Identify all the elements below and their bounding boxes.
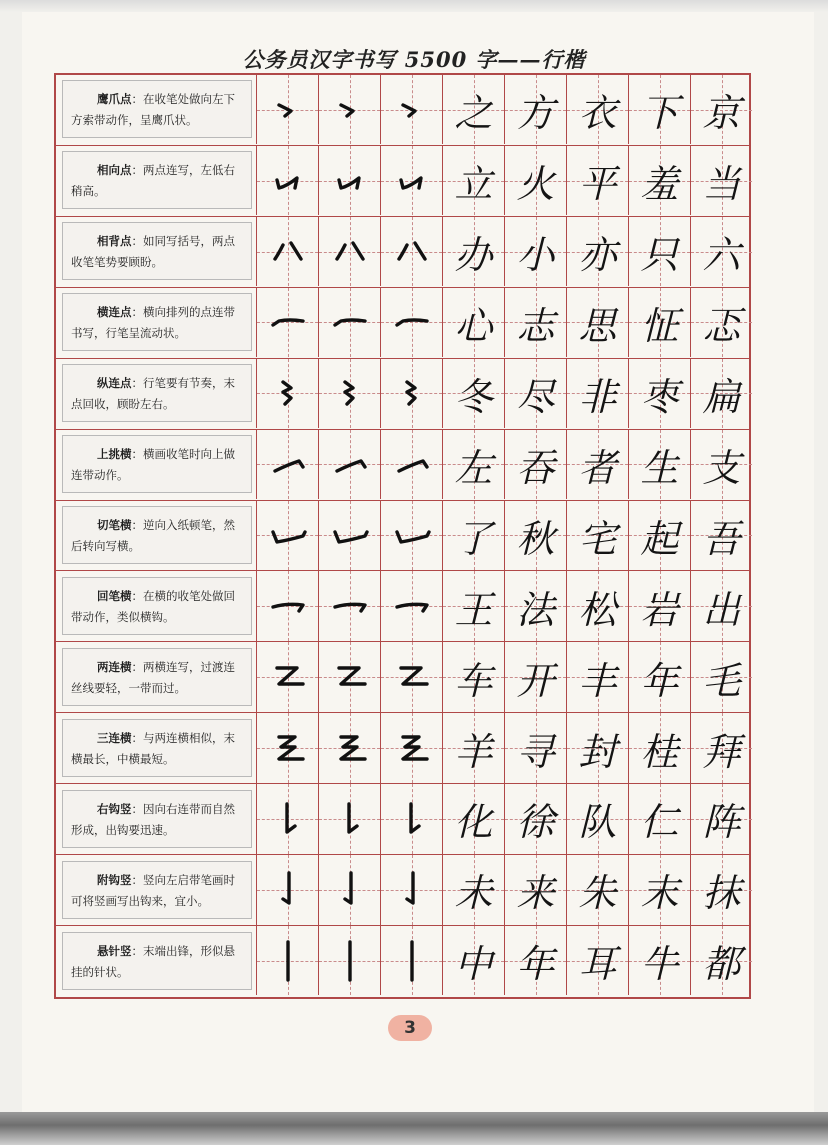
example-character-cell bbox=[628, 855, 690, 924]
stroke-explanation: ：横向排列的点连带书写，行笔呈流动状。 bbox=[71, 305, 235, 341]
stroke-example-cell bbox=[318, 288, 380, 357]
example-character: 下 bbox=[640, 91, 679, 136]
practice-row bbox=[56, 217, 749, 288]
stroke-description bbox=[62, 790, 252, 848]
stroke-name: 附钩竖 bbox=[97, 872, 132, 887]
hawk-claw-dot-icon bbox=[381, 75, 442, 144]
example-character: 衣 bbox=[578, 91, 617, 136]
back-to-back-dots-icon bbox=[381, 217, 442, 286]
stroke-explanation: ：在横的收笔处做回带动作，类似横钩。 bbox=[71, 588, 235, 624]
example-character: 朱 bbox=[578, 871, 617, 916]
example-character: 吾 bbox=[702, 516, 741, 561]
stroke-example-cell bbox=[318, 75, 380, 144]
example-character-cell bbox=[690, 642, 752, 711]
example-character: 羞 bbox=[640, 162, 679, 207]
example-character: 枣 bbox=[640, 374, 679, 419]
example-character: 车 bbox=[454, 658, 493, 703]
return-brush-horizontal-icon bbox=[319, 571, 380, 640]
example-character-cell bbox=[442, 784, 504, 853]
stroke-name: 三连横 bbox=[97, 730, 132, 745]
stroke-example-cell bbox=[380, 855, 442, 924]
stroke-example-cell bbox=[380, 501, 442, 570]
example-character-cell bbox=[628, 926, 690, 995]
right-hook-vertical-icon bbox=[381, 784, 442, 853]
stroke-example-cell bbox=[318, 571, 380, 640]
example-character-cell bbox=[690, 855, 752, 924]
horizontal-linked-dots-icon bbox=[381, 288, 442, 357]
stroke-explanation: ：与两连横相似，末横最长，中横最短。 bbox=[71, 730, 235, 766]
example-character: 化 bbox=[454, 800, 493, 845]
hawk-claw-dot-icon bbox=[257, 75, 318, 144]
page-top-edge bbox=[0, 0, 828, 12]
example-character-cell bbox=[442, 642, 504, 711]
example-character-cell bbox=[566, 571, 628, 640]
facing-dots-icon bbox=[381, 146, 442, 215]
example-character-cell bbox=[566, 359, 628, 428]
stroke-example-cell bbox=[380, 430, 442, 499]
example-character: 尽 bbox=[516, 374, 555, 419]
practice-row bbox=[56, 288, 749, 359]
stroke-example-cell bbox=[256, 217, 318, 286]
practice-row bbox=[56, 784, 749, 855]
stroke-example-cell bbox=[380, 146, 442, 215]
example-character-cell bbox=[442, 146, 504, 215]
example-character-cell bbox=[442, 855, 504, 924]
stroke-example-cell bbox=[256, 926, 318, 995]
example-character-cell bbox=[442, 430, 504, 499]
stroke-name: 右钩竖 bbox=[97, 801, 132, 816]
example-character-cell bbox=[442, 713, 504, 782]
example-character-cell bbox=[504, 501, 566, 570]
stroke-description bbox=[62, 932, 252, 990]
example-character: 中 bbox=[454, 942, 493, 987]
example-character-cell bbox=[628, 430, 690, 499]
example-character: 都 bbox=[702, 942, 741, 987]
example-character: 志 bbox=[516, 303, 555, 348]
example-character-cell bbox=[566, 288, 628, 357]
example-character-cell bbox=[442, 288, 504, 357]
example-character-cell bbox=[628, 359, 690, 428]
example-character: 开 bbox=[516, 658, 555, 703]
example-character: 法 bbox=[516, 587, 555, 632]
back-to-back-dots-icon bbox=[257, 217, 318, 286]
two-linked-horizontals-icon bbox=[319, 642, 380, 711]
example-character-cell bbox=[690, 926, 752, 995]
example-character: 拜 bbox=[702, 729, 741, 774]
stroke-example-cell bbox=[256, 642, 318, 711]
stroke-name: 鹰爪点 bbox=[97, 92, 132, 107]
stroke-explanation: ：两点连写，左低右稍高。 bbox=[71, 163, 235, 199]
stroke-name: 上挑横 bbox=[97, 447, 132, 462]
stroke-name: 切笔横 bbox=[97, 517, 132, 532]
back-to-back-dots-icon bbox=[319, 217, 380, 286]
stroke-description bbox=[62, 293, 252, 351]
example-character: 起 bbox=[640, 516, 679, 561]
stroke-name: 悬针竖 bbox=[97, 943, 132, 958]
example-character: 平 bbox=[578, 162, 617, 207]
stroke-explanation: ：在收笔处做向左下方索带动作，呈鹰爪状。 bbox=[71, 92, 235, 128]
example-character: 松 bbox=[578, 587, 617, 632]
stroke-example-cell bbox=[380, 359, 442, 428]
example-character-cell bbox=[566, 501, 628, 570]
stroke-example-cell bbox=[256, 75, 318, 144]
example-character-cell bbox=[442, 571, 504, 640]
practice-row bbox=[56, 571, 749, 642]
example-character-cell bbox=[504, 713, 566, 782]
example-character-cell bbox=[504, 926, 566, 995]
practice-row bbox=[56, 926, 749, 997]
example-character-cell bbox=[628, 713, 690, 782]
example-character: 毛 bbox=[702, 658, 741, 703]
example-character-cell bbox=[566, 642, 628, 711]
stroke-description bbox=[62, 648, 252, 706]
stroke-description bbox=[62, 719, 252, 777]
example-character-cell bbox=[628, 501, 690, 570]
example-character: 末 bbox=[640, 871, 679, 916]
example-character-cell bbox=[628, 217, 690, 286]
example-character: 非 bbox=[578, 374, 617, 419]
example-character: 方 bbox=[516, 91, 555, 136]
stroke-explanation: ：行笔要有节奏，末点回收，顾盼左右。 bbox=[71, 376, 235, 412]
example-character: 队 bbox=[578, 800, 617, 845]
vertical-linked-dots-icon bbox=[319, 359, 380, 428]
example-character-cell bbox=[690, 146, 752, 215]
example-character: 亦 bbox=[578, 233, 617, 278]
example-character-cell bbox=[690, 217, 752, 286]
example-character-cell bbox=[628, 784, 690, 853]
example-character: 抹 bbox=[702, 871, 741, 916]
example-character: 扁 bbox=[702, 374, 741, 419]
stroke-example-cell bbox=[380, 713, 442, 782]
example-character-cell bbox=[504, 359, 566, 428]
example-character-cell bbox=[690, 784, 752, 853]
example-character: 当 bbox=[702, 162, 741, 207]
practice-row bbox=[56, 713, 749, 784]
stroke-example-cell bbox=[256, 501, 318, 570]
cut-brush-horizontal-icon bbox=[257, 501, 318, 570]
example-character: 年 bbox=[640, 658, 679, 703]
example-character-cell bbox=[690, 288, 752, 357]
attached-hook-vertical-icon bbox=[319, 855, 380, 924]
stroke-explanation: ：如同写括号，两点收笔笔势要顾盼。 bbox=[71, 234, 235, 270]
right-hook-vertical-icon bbox=[319, 784, 380, 853]
example-character: 之 bbox=[454, 91, 493, 136]
example-character: 吞 bbox=[516, 445, 555, 490]
horizontal-linked-dots-icon bbox=[257, 288, 318, 357]
practice-row bbox=[56, 146, 749, 217]
example-character-cell bbox=[504, 288, 566, 357]
return-brush-horizontal-icon bbox=[257, 571, 318, 640]
example-character: 生 bbox=[640, 445, 679, 490]
example-character-cell bbox=[504, 571, 566, 640]
suspended-needle-vertical-icon bbox=[381, 926, 442, 995]
example-character-cell bbox=[504, 75, 566, 144]
stroke-example-cell bbox=[256, 288, 318, 357]
stroke-description bbox=[62, 861, 252, 919]
practice-row bbox=[56, 359, 749, 430]
example-character-cell bbox=[566, 217, 628, 286]
stroke-name: 纵连点 bbox=[97, 376, 132, 391]
example-character: 岩 bbox=[640, 587, 679, 632]
example-character-cell bbox=[504, 430, 566, 499]
stroke-example-cell bbox=[256, 571, 318, 640]
hawk-claw-dot-icon bbox=[319, 75, 380, 144]
example-character: 办 bbox=[454, 233, 493, 278]
vertical-linked-dots-icon bbox=[257, 359, 318, 428]
example-character-cell bbox=[442, 75, 504, 144]
example-character-cell bbox=[690, 501, 752, 570]
example-character: 京 bbox=[702, 91, 741, 136]
example-character-cell bbox=[690, 430, 752, 499]
suspended-needle-vertical-icon bbox=[257, 926, 318, 995]
stroke-explanation: ：因向右连带而自然形成，出钩要迅速。 bbox=[71, 801, 235, 837]
example-character-cell bbox=[566, 926, 628, 995]
stroke-example-cell bbox=[318, 146, 380, 215]
example-character: 冬 bbox=[454, 374, 493, 419]
example-character-cell bbox=[566, 855, 628, 924]
example-character-cell bbox=[628, 571, 690, 640]
stroke-description bbox=[62, 577, 252, 635]
example-character: 小 bbox=[516, 233, 555, 278]
example-character-cell bbox=[566, 713, 628, 782]
example-character: 忑 bbox=[702, 303, 741, 348]
example-character-cell bbox=[628, 75, 690, 144]
upward-flick-horizontal-icon bbox=[381, 430, 442, 499]
example-character: 了 bbox=[454, 516, 493, 561]
stroke-name: 相背点 bbox=[97, 234, 132, 249]
example-character: 秋 bbox=[516, 516, 555, 561]
facing-dots-icon bbox=[257, 146, 318, 215]
vertical-linked-dots-icon bbox=[381, 359, 442, 428]
attached-hook-vertical-icon bbox=[257, 855, 318, 924]
example-character-cell bbox=[504, 217, 566, 286]
stroke-example-cell bbox=[380, 217, 442, 286]
stroke-example-cell bbox=[380, 926, 442, 995]
stroke-example-cell bbox=[380, 571, 442, 640]
stroke-description bbox=[62, 80, 252, 138]
example-character: 仁 bbox=[640, 800, 679, 845]
example-character-cell bbox=[566, 146, 628, 215]
stroke-example-cell bbox=[256, 430, 318, 499]
stroke-name: 两连横 bbox=[97, 659, 132, 674]
stroke-explanation: ：竖向左启带笔画时可将竖画写出钩来，宜小。 bbox=[71, 872, 235, 908]
practice-row bbox=[56, 642, 749, 713]
example-character-cell bbox=[628, 288, 690, 357]
practice-row bbox=[56, 75, 749, 146]
stroke-example-cell bbox=[318, 713, 380, 782]
stroke-description bbox=[62, 364, 252, 422]
stroke-example-cell bbox=[380, 288, 442, 357]
practice-row bbox=[56, 501, 749, 572]
stroke-example-cell bbox=[256, 713, 318, 782]
stroke-example-cell bbox=[380, 642, 442, 711]
example-character-cell bbox=[690, 75, 752, 144]
page-bottom-edge bbox=[0, 1112, 828, 1145]
stroke-example-cell bbox=[256, 855, 318, 924]
example-character: 思 bbox=[578, 303, 617, 348]
example-character: 宅 bbox=[578, 516, 617, 561]
stroke-example-cell bbox=[256, 359, 318, 428]
stroke-description bbox=[62, 435, 252, 493]
upward-flick-horizontal-icon bbox=[319, 430, 380, 499]
example-character: 王 bbox=[454, 587, 493, 632]
example-character-cell bbox=[566, 430, 628, 499]
example-character-cell bbox=[504, 146, 566, 215]
example-character-cell bbox=[628, 146, 690, 215]
example-character: 六 bbox=[702, 233, 741, 278]
example-character-cell bbox=[690, 713, 752, 782]
example-character-cell bbox=[442, 926, 504, 995]
stroke-example-cell bbox=[318, 430, 380, 499]
example-character: 牛 bbox=[640, 942, 679, 987]
practice-row bbox=[56, 855, 749, 926]
facing-dots-icon bbox=[319, 146, 380, 215]
example-character-cell bbox=[566, 784, 628, 853]
horizontal-linked-dots-icon bbox=[319, 288, 380, 357]
example-character: 支 bbox=[702, 445, 741, 490]
stroke-example-cell bbox=[318, 784, 380, 853]
three-linked-horizontals-icon bbox=[381, 713, 442, 782]
cut-brush-horizontal-icon bbox=[381, 501, 442, 570]
page-title: 公务员汉字书写 5500 字——行楷 bbox=[242, 47, 586, 72]
example-character: 徐 bbox=[516, 800, 555, 845]
stroke-example-cell bbox=[256, 784, 318, 853]
example-character: 左 bbox=[454, 445, 493, 490]
example-character: 封 bbox=[578, 729, 617, 774]
example-character: 羊 bbox=[454, 729, 493, 774]
example-character: 怔 bbox=[640, 303, 679, 348]
example-character: 未 bbox=[454, 871, 493, 916]
stroke-example-cell bbox=[318, 359, 380, 428]
example-character: 者 bbox=[578, 445, 617, 490]
stroke-name: 相向点 bbox=[97, 163, 132, 178]
example-character: 火 bbox=[516, 162, 555, 207]
example-character: 年 bbox=[516, 942, 555, 987]
stroke-explanation: ：两横连写，过渡连丝线要轻，一带而过。 bbox=[71, 659, 235, 695]
stroke-explanation: ：横画收笔时向上做连带动作。 bbox=[71, 447, 235, 483]
practice-grid bbox=[54, 73, 751, 999]
stroke-explanation: ：逆向入纸顿笔，然后转向写横。 bbox=[71, 517, 235, 553]
stroke-example-cell bbox=[318, 642, 380, 711]
example-character-cell bbox=[690, 571, 752, 640]
example-character-cell bbox=[690, 359, 752, 428]
page-number: 3 bbox=[388, 1015, 432, 1041]
stroke-example-cell bbox=[318, 217, 380, 286]
example-character-cell bbox=[628, 642, 690, 711]
stroke-example-cell bbox=[380, 75, 442, 144]
example-character: 出 bbox=[702, 587, 741, 632]
example-character-cell bbox=[504, 855, 566, 924]
stroke-description bbox=[62, 222, 252, 280]
example-character-cell bbox=[442, 359, 504, 428]
upward-flick-horizontal-icon bbox=[257, 430, 318, 499]
two-linked-horizontals-icon bbox=[381, 642, 442, 711]
stroke-example-cell bbox=[318, 926, 380, 995]
example-character: 丰 bbox=[578, 658, 617, 703]
example-character-cell bbox=[504, 642, 566, 711]
example-character: 立 bbox=[454, 162, 493, 207]
practice-row bbox=[56, 430, 749, 501]
example-character: 寻 bbox=[516, 729, 555, 774]
stroke-explanation: ：末端出锋，形似悬挂的针状。 bbox=[71, 943, 235, 979]
stroke-example-cell bbox=[256, 146, 318, 215]
stroke-name: 横连点 bbox=[97, 305, 132, 320]
stroke-description bbox=[62, 151, 252, 209]
stroke-name: 回笔横 bbox=[97, 588, 132, 603]
return-brush-horizontal-icon bbox=[381, 571, 442, 640]
two-linked-horizontals-icon bbox=[257, 642, 318, 711]
stroke-example-cell bbox=[318, 501, 380, 570]
example-character: 来 bbox=[516, 871, 555, 916]
three-linked-horizontals-icon bbox=[319, 713, 380, 782]
example-character: 阵 bbox=[702, 800, 741, 845]
example-character: 耳 bbox=[578, 942, 617, 987]
three-linked-horizontals-icon bbox=[257, 713, 318, 782]
cut-brush-horizontal-icon bbox=[319, 501, 380, 570]
stroke-description bbox=[62, 506, 252, 564]
example-character-cell bbox=[442, 217, 504, 286]
example-character-cell bbox=[566, 75, 628, 144]
example-character: 心 bbox=[454, 303, 493, 348]
stroke-example-cell bbox=[318, 855, 380, 924]
right-hook-vertical-icon bbox=[257, 784, 318, 853]
example-character: 只 bbox=[640, 233, 679, 278]
stroke-example-cell bbox=[380, 784, 442, 853]
example-character-cell bbox=[504, 784, 566, 853]
example-character-cell bbox=[442, 501, 504, 570]
example-character: 桂 bbox=[640, 729, 679, 774]
attached-hook-vertical-icon bbox=[381, 855, 442, 924]
suspended-needle-vertical-icon bbox=[319, 926, 380, 995]
